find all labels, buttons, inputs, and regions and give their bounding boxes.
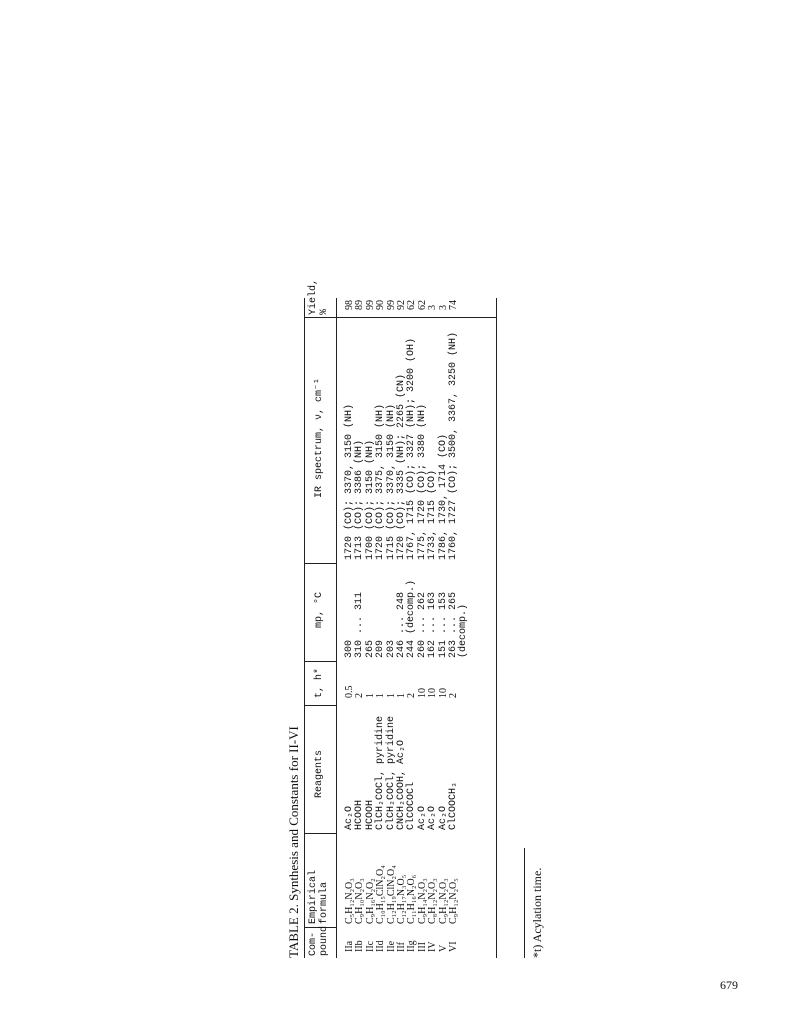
cell-time: 10 [427,688,439,698]
cell-reagents: HCOOH [354,799,366,830]
cell-time [459,686,469,699]
cell-time: 2 [354,693,366,698]
footnote: *t) Acylation time. [530,867,544,958]
header-ir: IR spectrum, ν, cm⁻¹ [314,377,325,498]
cell-mp: 162 ... 163 [427,591,439,658]
yield-column [345,300,470,310]
cell-reagents: CNCH₂COOH, Ac₂O [395,739,407,830]
cell-ir: 1715 (CO); 3370, 3150 (NH) [385,403,397,560]
cell-mp: 209 [375,639,387,658]
cell-mp: 260 ... 262 [416,591,428,658]
cell-mp: 244 (decomp.) [406,579,418,658]
cell-time: 10 [437,688,449,698]
cell-ir: 1775, 1720 (CO); 3380 (NH) [416,403,428,560]
cell-yield: 92 [395,300,407,310]
cell-ir: 1760, 1727 (CO); 3500, 3367, 3250 (NH) [447,331,459,560]
column-divider [304,705,336,706]
cell-mp: (decomp.) [458,603,470,658]
cell-mp: 203 [385,639,397,658]
cell-yield: 89 [354,300,366,310]
cell-reagents: Ac₂O [437,805,449,830]
cell-mp: 263 ... 265 [447,591,459,658]
cell-yield [459,300,469,310]
cell-reagents: ClCH₂COCl, pyridine [385,715,397,830]
rotated-table-region [282,278,742,958]
table-header-rule [336,298,337,958]
cell-time: 1 [385,693,397,698]
cell-reagents: Ac₂O [416,805,428,830]
cell-compound: IIa [344,940,355,952]
header-formula: Empirical formula [308,869,330,924]
cell-formula: C₈H₁₂N₂O₃ [427,878,439,924]
cell-compound: IIb [354,940,366,952]
cell-formula: C₅H₁₂N₂O₃ [344,878,355,924]
compound-column [345,940,470,952]
cell-reagents: Ac₂O [344,805,355,830]
table-caption: TABLE 2. Synthesis and Constants for II-VI [286,726,301,958]
cell-formula: C₉H₁₂N₂O₅ [447,878,459,924]
cell-formula: C₁₂H₁₉ClN₂O₄ [385,865,397,924]
cell-yield: 3 [427,305,439,310]
cell-reagents: ClCH₂COCl, pyridine [375,715,387,830]
cell-reagents: HCOOH [364,799,376,830]
column-divider [304,317,496,318]
cell-yield: 99 [364,300,376,310]
cell-yield: 90 [375,300,387,310]
page-number: 679 [720,978,738,992]
cell-formula: C₉H₁₀N₂O₃ [354,878,366,924]
cell-formula: C₉H₁₆N₂O₂ [364,878,376,924]
cell-time: 1 [364,693,376,698]
cell-ir: 1786, 1730, 1714 (CO) [437,433,449,560]
cell-compound: III [416,942,428,952]
column-divider [304,661,336,662]
cell-mp: 300 [344,639,355,658]
cell-time: 2 [447,693,459,698]
cell-yield: 3 [437,305,449,310]
cell-time: 1 [395,693,407,698]
cell-ir: 1720 (CO); 3370, 3150 (NH) [344,403,355,560]
cell-formula [459,865,469,924]
cell-compound: IIe [385,940,397,952]
cell-ir: 1767, 1715 (CO); 3327 (NH); 3200 (OH) [406,337,418,560]
cell-time: 2 [406,693,418,698]
cell-reagents: ClCOOCH₃ [447,781,459,830]
cell-compound: IIc [364,940,376,952]
cell-mp: 310 ... 311 [354,591,366,658]
cell-ir: 1700 (CO); 3150 (NH) [364,439,376,560]
cell-mp: 151 ... 153 [437,591,449,658]
cell-mp: 265 [364,639,376,658]
formula-column [345,865,470,924]
header-compound: Com- pound [308,925,330,956]
cell-compound: IV [427,941,439,952]
cell-compound: IIg [406,940,418,952]
cell-ir [459,332,469,560]
table-bottom-rule [496,298,497,958]
cell-compound [459,940,469,952]
reagents-column [345,716,470,830]
time-column [345,686,470,699]
cell-ir: 1720 (CO); 3375, 3150 (NH) [375,403,387,560]
header-yield: Yield, % [308,278,330,315]
ir-column [345,332,470,560]
cell-formula: C₉H₁₄N₂O₃ [416,878,428,924]
cell-formula: C₁₀H₁₅ClN₂O₄ [375,865,387,924]
cell-formula: C₁₁H₁₆N₂O₆ [406,874,418,924]
header-time: t, h* [314,667,325,698]
column-divider [304,833,336,834]
cell-ir: 1733, 1715 (CO) [427,469,439,560]
cell-time: 10 [416,688,428,698]
column-divider [304,563,336,564]
cell-ir: 1720 (CO); 3335 (NH); 2265 (CN) [395,373,407,560]
cell-compound: IIf [395,942,407,952]
cell-formula: C₁₂H₁₇N₃O₅ [395,874,407,924]
cell-compound: IId [375,940,387,952]
cell-yield: 98 [344,300,355,310]
cell-compound: VI [447,941,459,952]
cell-reagents: ClCOCOCl [406,781,418,830]
cell-compound: V [437,944,449,952]
cell-time: 0.5 [344,685,355,698]
mp-column [345,580,470,658]
cell-reagents [459,716,469,830]
cell-yield: 62 [406,300,418,310]
header-mp: mp, °C [314,591,325,628]
footnote-rule [524,848,525,958]
cell-yield: 62 [416,300,428,310]
cell-yield: 99 [385,300,397,310]
cell-yield: 74 [447,300,459,310]
cell-mp: 246 ... 248 [395,591,407,658]
cell-formula: C₉H₁₂N₂O₃ [437,878,449,924]
cell-time: 1 [375,693,387,698]
header-reagents: Reagents [314,749,325,798]
table-top-rule [304,298,305,958]
cell-ir: 1713 (CO); 3386 (NH) [354,439,366,560]
cell-reagents: Ac₂O [427,805,439,830]
